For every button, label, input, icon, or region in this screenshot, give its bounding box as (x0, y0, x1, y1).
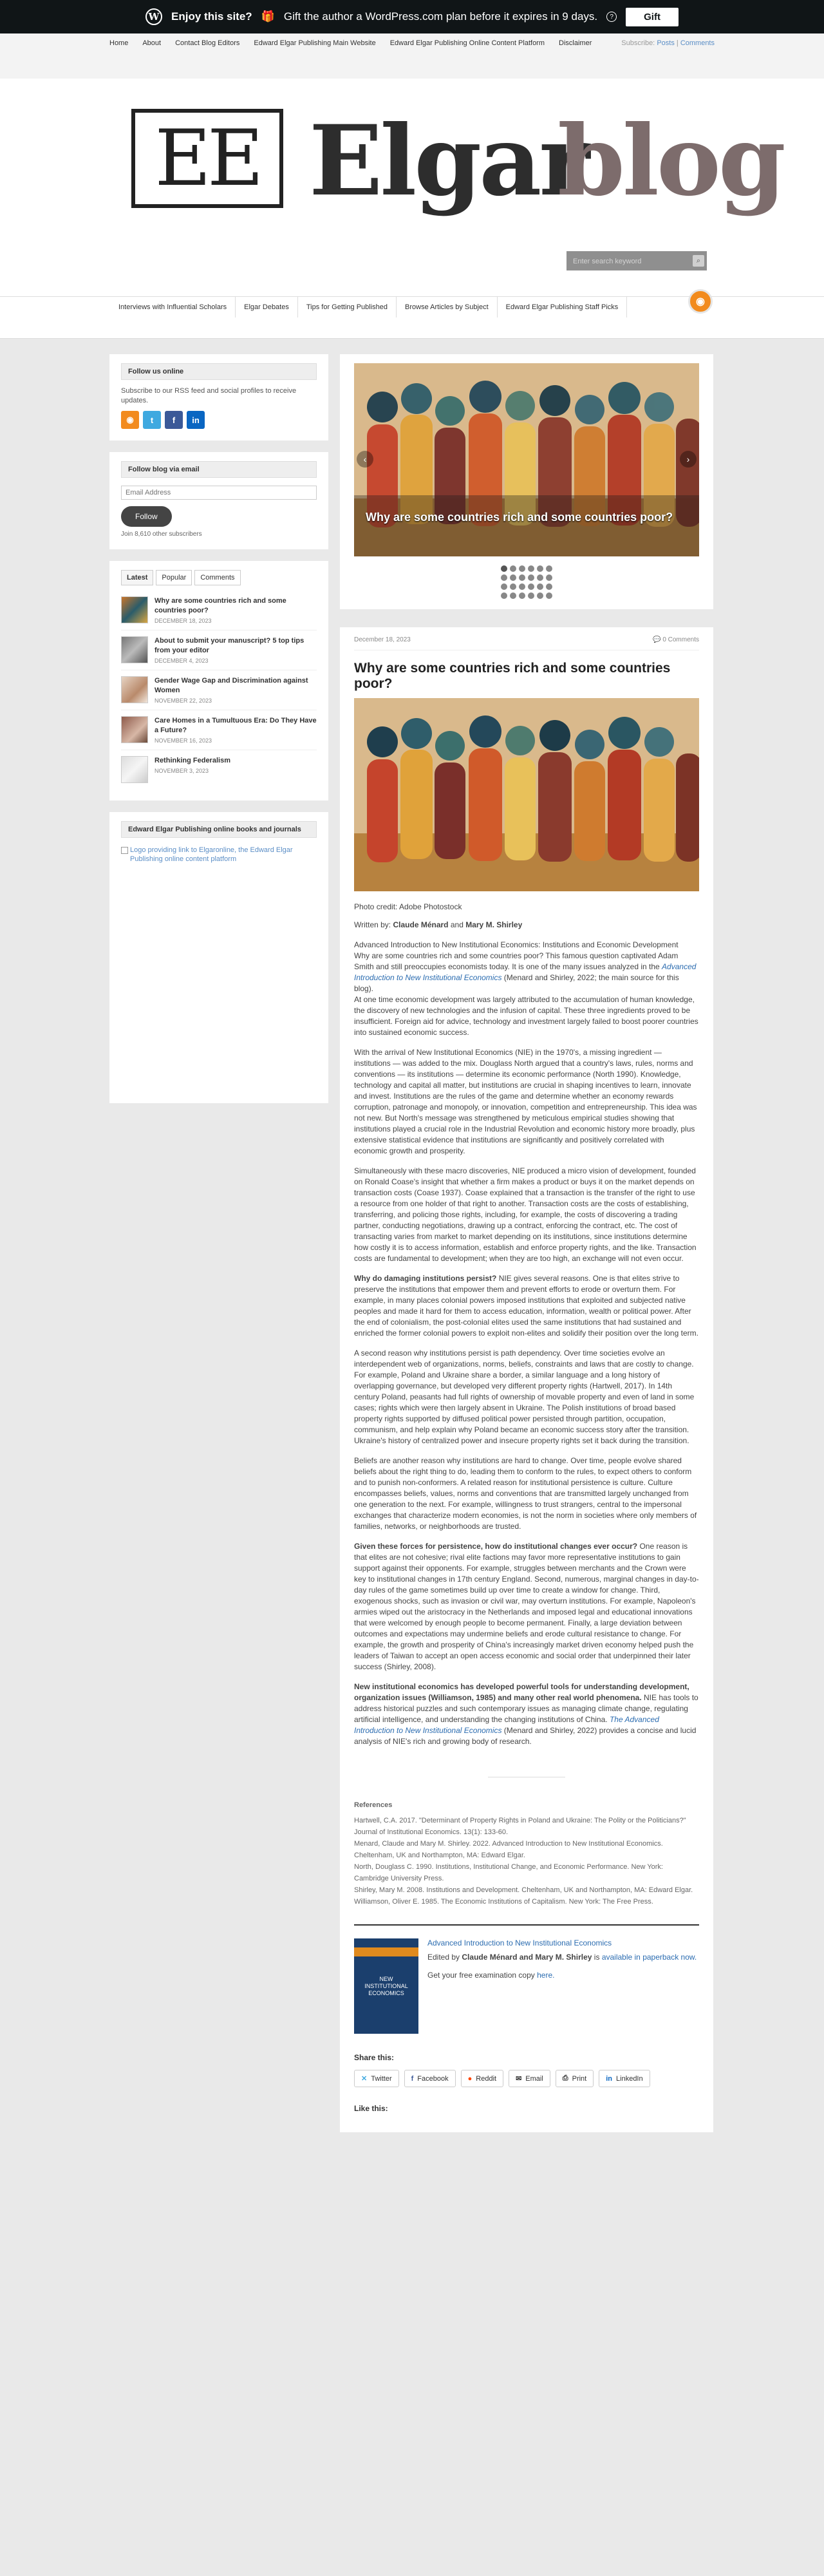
slider-dot[interactable] (510, 565, 516, 572)
print-icon: ⎙ (562, 2074, 568, 2082)
slider-dot[interactable] (519, 574, 525, 581)
slider-dot[interactable] (537, 565, 543, 572)
top-navigation (0, 33, 824, 79)
list-item[interactable] (121, 710, 317, 750)
post-date: DECEMBER 18, 2023 (154, 618, 212, 624)
reference-item: Hartwell, C.A. 2017. "Determinant of Property Rights in Poland and Ukraine: The Polity or the Politicians?" Journal of Institutional Economics. 13(1): 133-60. (354, 1817, 686, 1836)
comments-count[interactable]: 0 Comments (662, 636, 699, 643)
author-name: Mary M. Shirley (465, 920, 523, 929)
widget-title: Follow blog via email (121, 461, 317, 478)
elgaronline-logo-link[interactable]: Logo providing link to Elgaronline, the Edward Elgar Publishing online content platform (121, 846, 317, 864)
share-buttons (354, 2070, 699, 2087)
byline-prefix: Written by: (354, 920, 391, 929)
intro-heading: Advanced Introduction to New Institutional Economics: Institutions and Economic Development (354, 940, 679, 949)
paragraph: With the arrival of New Institutional Economics (NIE) in the 1970's, a missing ingredient — institutions — was added to the mix. Douglass North argued that a country's laws, rules, norms and conventions — its institutions — determine its economic performance (North 1990). Knowledge, technology and capital all matter, but institutions are crucial in shaping incentives to learn, innovate and invest. Institutions are the rules of the game and determine whether an economy rewards corruption, patronage and monopoly, or innovation, competition and entrepreneurship. This idea was not new. But North's message was strengthened by meticulous empirical studies showing that institutions played a crucial role in the Industrial Revolution and economic history more broadly, plus extensive statistical evidence that institutions are significantly and positively correlated with economic growth and prosperity. (354, 1048, 697, 1155)
like-title: Like this: (354, 2104, 388, 2113)
paragraph: Simultaneously with these macro discoveries, NIE produced a micro vision of development, founded on Ronald Coase's insight that whether a firm makes a product or buys it on the market depends on transaction costs (Coase 1937). Coase explained that a transaction is the transfer of the right to use a resource from one holder of that right to another. Transaction costs are the costs of establishing, transferring, and policing those rights, including, for example, the costs of discovering a trading partner, conducting negotiations, drawing up a contract, enforcing the contract, etc. The cost of transacting varies from market to market depending on its institutions, since institutions determine how costly it is to access information, establish and enforce property rights, and the like. Transaction costs are fundamental to development; when they are too high, an exchange will not even occur. (354, 1166, 697, 1263)
post-date: NOVEMBER 3, 2023 (154, 768, 209, 774)
post-title[interactable]: Rethinking Federalism (154, 757, 230, 764)
slider-dot[interactable] (519, 583, 525, 590)
share-print-button[interactable] (556, 2070, 594, 2087)
list-item[interactable] (121, 670, 317, 710)
facebook-icon: f (411, 2074, 414, 2083)
book-info (427, 1938, 697, 2034)
share-twitter-button[interactable] (354, 2070, 399, 2087)
exam-copy-link[interactable]: here. (537, 1971, 555, 1980)
article-title[interactable]: Why are some countries rich and some countries poor? (354, 661, 671, 691)
availability-prefix: is (594, 1953, 600, 1962)
slider-dot[interactable] (501, 592, 507, 599)
nav-about[interactable]: About (142, 39, 162, 47)
cat-debates[interactable]: Elgar Debates (236, 297, 298, 317)
slide-caption[interactable]: Why are some countries rich and some countries poor? (366, 511, 673, 524)
article-body (354, 940, 699, 1747)
cat-staff-picks[interactable]: Edward Elgar Publishing Staff Picks (498, 297, 628, 317)
sidebar (109, 354, 328, 1115)
email-widget (109, 452, 328, 549)
post-title[interactable]: About to submit your manuscript? 5 top tips from your editor (154, 637, 304, 654)
nav-main-website[interactable]: Edward Elgar Publishing Main Website (254, 39, 376, 47)
byline-and: and (450, 920, 464, 929)
slider-dot[interactable] (537, 574, 543, 581)
slider-pagination (354, 565, 699, 599)
byline (354, 920, 699, 929)
share-label: LinkedIn (616, 2074, 643, 2083)
edited-prefix: Edited by (427, 1953, 460, 1962)
slider-dot[interactable] (501, 583, 507, 590)
share-label: Facebook (417, 2074, 449, 2083)
slider-prev-arrow[interactable]: ‹ (357, 451, 373, 468)
book-title-link[interactable]: Advanced Introduction to New Institutional Economics (427, 1938, 612, 1947)
article-meta (354, 636, 699, 650)
reference-item: Shirley, Mary M. 2008. Institutions and Development. Cheltenham, UK and Northampton, MA: Edward Elgar. (354, 1886, 693, 1894)
slider-dot[interactable] (546, 592, 552, 599)
slider-dot[interactable] (528, 574, 534, 581)
paperback-link[interactable]: available in paperback now. (601, 1953, 697, 1962)
slider-dot[interactable] (528, 592, 534, 599)
slider-dot[interactable] (510, 592, 516, 599)
post-date: NOVEMBER 16, 2023 (154, 737, 212, 744)
nav-online-platform[interactable]: Edward Elgar Publishing Online Content Platform (389, 39, 545, 47)
subscribe-label: Subscribe: (621, 39, 655, 47)
paragraph-text: One reason is that elites are not cohesive; rival elite factions may favor more representative institutions to gain support against their opponents. For example, struggles between merchants and the Crown were key to institutional changes in 17th century England. Second, numerous, marginal changes in day-to-day rules of the game sometimes build up over time to create a window for change. Third, exogenous shocks, such as invasion or civil war, may overturn institutions. For example, Napoleon's armies wiped out the aristocracy in the Netherlands and imposed legal and educational innovations that were welcomed by enough people to become permanent. Finally, a large deviation between outcomes and expectations may undermine beliefs and erode cultural resistance to change. For example, the growth and prosperity of China's increasingly market driven economy helped push the leaders of Taiwan to accept an open access economic and social order that underpinned their later success (Shirley, 2008). (354, 1542, 699, 1671)
post-title[interactable]: Care Homes in a Tumultuous Era: Do They Have a Future? (154, 717, 317, 734)
share-reddit-button[interactable] (461, 2070, 503, 2087)
slider-dot[interactable] (510, 583, 516, 590)
slider-dot[interactable] (501, 574, 507, 581)
gift-button[interactable]: Gift (626, 8, 679, 26)
cat-tips[interactable]: Tips for Getting Published (298, 297, 397, 317)
banner-enjoy: Enjoy this site? (171, 10, 252, 23)
subscribe-separator: | (676, 39, 679, 47)
wordpress-icon: W (145, 8, 162, 25)
book-link[interactable]: The Advanced Introduction to New Institutional Economics (354, 1715, 659, 1735)
photo-credit: Photo credit: Adobe Photostock (354, 902, 462, 911)
slider-dot[interactable] (528, 583, 534, 590)
reference-item: Williamson, Oliver E. 1985. The Economic Institutions of Capitalism. New York: The Free Press. (354, 1898, 653, 1906)
slider-dot[interactable] (537, 583, 543, 590)
post-thumbnail[interactable] (121, 756, 148, 783)
question-icon[interactable]: ? (606, 12, 617, 22)
cover-title: NEW INSTITUTIONAL ECONOMICS (364, 1976, 408, 1996)
slider-dot[interactable] (546, 574, 552, 581)
cat-interviews[interactable]: Interviews with Influential Scholars (109, 297, 236, 317)
follow-button[interactable]: Follow (121, 506, 172, 527)
paragraph: At one time economic development was largely attributed to the accumulation of human knowledge, the discovery of new technologies and the infusion of capital. These three ingredients proved to be insufficient. Foreign aid for advice, technology and investment largely failed to boost poorer countries into sustained economic success. (354, 995, 698, 1037)
paragraph: Beliefs are another reason why institutions are hard to change. Over time, people evolve shared beliefs about the right thing to do, leading them to conform to the rules, to expect others to conform and to punish non-conformers. A related reason for institutional persistence is culture. Culture encompasses beliefs, values, norms and conventions that are transmitted largely unchanged from one generation to the next. For example, willingness to trust strangers, central to the impersonal exchanges that characterize modern economies, is not the norm in societies where only members of families, networks, or neighborhoods are trusted. (354, 1456, 697, 1531)
featured-painting (354, 363, 699, 556)
paragraph-lead: Given these forces for persistence, how do institutional changes ever occur? (354, 1542, 638, 1551)
slider-dot[interactable] (519, 565, 525, 572)
list-item[interactable] (121, 591, 317, 630)
paragraph-text: Why are some countries rich and some countries poor? This famous question captivated Adam Smith and still preoccupies economists today. It is one of the many issues analyzed in the (354, 951, 679, 971)
slider-dot[interactable] (501, 565, 507, 572)
post-thumbnail[interactable] (121, 716, 148, 743)
twitter-icon: ✕ (361, 2075, 368, 2083)
book-editors: Claude Ménard and Mary M. Shirley (462, 1953, 592, 1962)
slide[interactable] (354, 363, 699, 556)
post-title[interactable]: Gender Wage Gap and Discrimination against Women (154, 677, 308, 694)
linkedin-icon[interactable]: in (187, 411, 205, 429)
tab-latest[interactable]: Latest (121, 570, 153, 585)
article-date: December 18, 2023 (354, 636, 411, 643)
linkedin-icon: in (606, 2074, 613, 2083)
follow-widget (109, 354, 328, 440)
paragraph (354, 1681, 699, 1747)
post-thumbnail[interactable] (121, 676, 148, 703)
follow-text: Subscribe to our RSS feed and social profiles to receive updates. (121, 387, 297, 404)
wpcom-banner (0, 0, 824, 33)
facebook-icon[interactable]: f (165, 411, 183, 429)
share-label: Print (572, 2074, 587, 2083)
post-title[interactable]: Why are some countries rich and some countries poor? (154, 597, 286, 614)
exam-copy-text: Get your free examination copy (427, 1971, 535, 1980)
references (354, 1799, 699, 1908)
book-cover[interactable] (354, 1938, 418, 2034)
article (340, 627, 713, 2132)
slider-dot[interactable] (546, 565, 552, 572)
paragraph-lead: Why do damaging institutions persist? (354, 1274, 497, 1283)
comments-link[interactable] (653, 636, 699, 643)
post-thumbnail[interactable] (121, 596, 148, 623)
author-name: Claude Ménard (393, 920, 449, 929)
paragraph-text: (Menard and Shirley, 2022) provides a concise and lucid analysis of NIE's rich and growing body of research. (354, 1726, 697, 1746)
share-label: Reddit (476, 2074, 497, 2083)
paragraph (354, 1273, 699, 1339)
cover-band (354, 1947, 418, 1956)
cat-browse[interactable]: Browse Articles by Subject (397, 297, 498, 317)
search-input[interactable] (572, 254, 689, 269)
books-widget (109, 812, 328, 1103)
tab-popular[interactable]: Popular (156, 570, 192, 585)
logo-elgar[interactable]: Elgar (309, 104, 588, 218)
site-header (0, 79, 824, 296)
subscribe-links (621, 33, 715, 53)
paragraph (354, 1541, 699, 1672)
share-label: Email (525, 2074, 543, 2083)
banner-message: Gift the author a WordPress.com plan before it expires in 9 days. (283, 10, 598, 23)
posts-widget (109, 561, 328, 800)
slider-dot[interactable] (546, 583, 552, 590)
paragraph: A second reason why institutions persist is path dependency. Over time societies evolve an interdependent web of organizations, norms, beliefs, constraints and laws that are costly to change. For example, Poland and Ukraine share a border, a similar language and a long history of overlapping governance, but developed very different property rights (Hartwell, 2017). In 14th century Poland, peasants had full rights of ownership of movable property and even of land in some cases; rights which were then largely absent in Ukraine. The Polish institutions of broad based property rights supported by diffused political power persisted through partition, occupation, communism, and help explain why Poland became an economic success story after the transition. Ukraine's history of centralized power and insecure property rights set it back during the transition. (354, 1349, 695, 1445)
list-item[interactable] (121, 750, 317, 789)
slider-dot[interactable] (519, 592, 525, 599)
search-icon[interactable]: ⌕ (693, 255, 704, 267)
search-box (566, 251, 707, 270)
book-promo (354, 1924, 699, 2034)
nav-contact[interactable]: Contact Blog Editors (175, 39, 240, 47)
reference-item: North, Douglass C. 1990. Institutions, Institutional Change, and Economic Performance. New York: Cambridge University Press. (354, 1863, 663, 1882)
slider-dot[interactable] (537, 592, 543, 599)
post-date: NOVEMBER 22, 2023 (154, 697, 212, 704)
slider-dot[interactable] (510, 574, 516, 581)
paragraph-lead: New institutional economics has developed powerful tools for understanding development, organization issues (Williamson, 1985) and many other real world phenomena. (354, 1682, 689, 1702)
share-label: Twitter (371, 2074, 392, 2083)
paragraph (354, 951, 699, 994)
share-linkedin-button[interactable] (599, 2070, 650, 2087)
references-title: References (354, 1801, 393, 1809)
list-item[interactable] (121, 630, 317, 670)
subscribe-comments-link[interactable]: Comments (680, 39, 715, 47)
widget-title: Follow us online (121, 363, 317, 380)
rss-icon[interactable]: ◉ (121, 411, 139, 429)
reference-item: Menard, Claude and Mary M. Shirley. 2022. Advanced Introduction to New Institutional Economics. Cheltenham, UK and Northampton, MA: Edward Elgar. (354, 1840, 663, 1859)
logo-blog[interactable]: blog (557, 104, 783, 218)
share-facebook-button[interactable] (404, 2070, 456, 2087)
subscriber-count: Join 8,610 other subscribers (121, 531, 202, 538)
main-content (340, 354, 713, 2132)
post-thumbnail[interactable] (121, 636, 148, 663)
logo-mark[interactable]: EE (131, 109, 283, 208)
slider-next-arrow[interactable]: › (680, 451, 697, 468)
widget-title: Edward Elgar Publishing online books and journals (121, 821, 317, 838)
nav-home[interactable]: Home (109, 39, 129, 47)
paragraph-text: NIE gives several reasons. One is that elites strive to preserve the institutions that empower them and prevent efforts to erode or overturn them. For example, in many places colonial powers imposed institutions that exploited and subjected native peoples and made it hard for them to access education, information, wealth or political power. After the end of colonialism, the post-colonial elites used the same institutions that had sustained and enriched the former colonial powers to exploit non-elites and solidify their position over the long term. (354, 1274, 698, 1338)
article-image (354, 698, 699, 891)
paragraph-text: NIE has tools to address historical puzzles and such contemporary issues as managing climate change, regulating artificial intelligence, and understanding the changing institutions of China. (354, 1693, 698, 1724)
comment-icon: 💬 (653, 636, 663, 643)
rss-icon[interactable]: ◉ (688, 289, 713, 314)
featured-slider (340, 354, 713, 609)
gift-icon: 🎁 (261, 10, 275, 23)
email-icon: ✉ (516, 2075, 522, 2083)
twitter-icon[interactable]: t (143, 411, 161, 429)
tab-comments[interactable]: Comments (194, 570, 240, 585)
reddit-icon: ● (467, 2074, 473, 2083)
paragraph-text: (Menard and Shirley, 2022; the main source for this blog). (354, 973, 679, 993)
post-date: DECEMBER 4, 2023 (154, 658, 209, 664)
slider-dot[interactable] (528, 565, 534, 572)
email-field[interactable] (121, 486, 317, 500)
share-title: Share this: (354, 2053, 395, 2062)
book-link[interactable]: Advanced Introduction to New Institutional Economics (354, 962, 697, 982)
share-email-button[interactable] (509, 2070, 550, 2087)
nav-disclaimer[interactable]: Disclaimer (559, 39, 592, 47)
subscribe-posts-link[interactable]: Posts (657, 39, 675, 47)
